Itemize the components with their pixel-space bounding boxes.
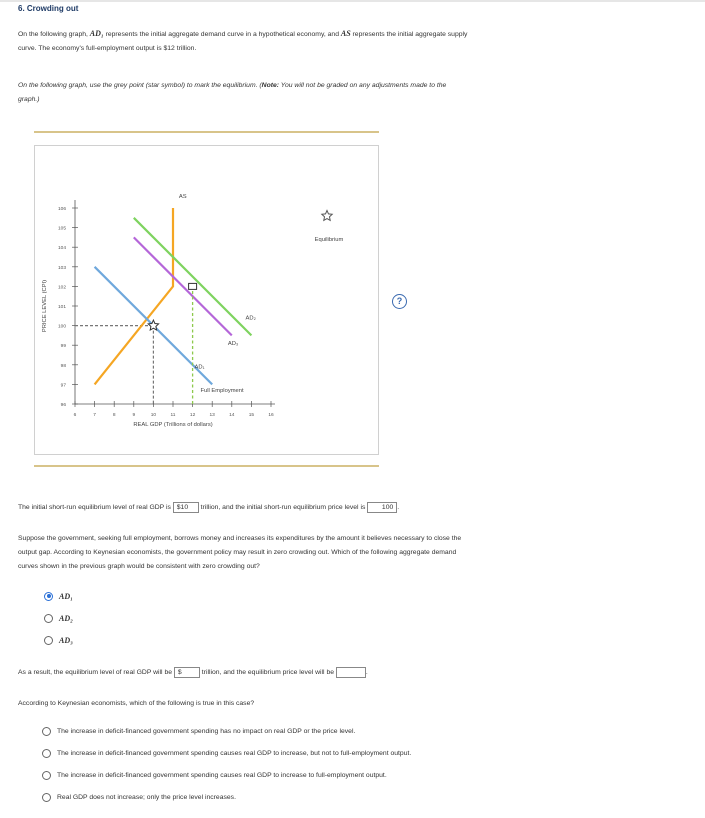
instruction-text2: You will not be graded on any adjustments made to the [279, 82, 447, 89]
q4-option-3-label: The increase in deficit-financed government spending causes real GDP to increase to full-employment output. [57, 771, 387, 779]
radio-q4-3[interactable] [42, 771, 51, 780]
intro-line2: curve. The economy's full-employment output is $12 trillion. [18, 45, 197, 52]
ad3-curve-label: AD₃ [227, 341, 239, 348]
y-tick-label: 99 [60, 344, 66, 350]
radio-ad1[interactable] [44, 592, 53, 601]
chart-ticks [58, 206, 274, 418]
x-tick-label: 7 [93, 413, 96, 418]
x-tick-label: 14 [229, 413, 235, 418]
radio-q4-4[interactable] [42, 793, 51, 802]
q3-text1: As a result, the equilibrium level of real GDP will be [18, 669, 173, 676]
intro-part1: On the following graph, [18, 31, 90, 38]
q1-end: . [397, 504, 400, 511]
y-tick-label: 105 [57, 226, 66, 232]
ad1-curve-label: AD₁ [194, 364, 205, 371]
x-tick-label: 16 [268, 413, 274, 418]
price-level-input[interactable]: 100 [367, 502, 397, 513]
q2-text [18, 532, 698, 574]
as-kink-marker[interactable] [189, 283, 197, 289]
q4-option-3[interactable] [42, 764, 411, 786]
chart-curves[interactable] [75, 208, 251, 404]
radio-q4-2[interactable] [42, 749, 51, 758]
ad-as-chart[interactable] [35, 146, 380, 456]
q4-option-1-label: The increase in deficit-financed government spending has no impact on real GDP or the price level. [57, 727, 356, 735]
gdp-input[interactable]: $10 [173, 502, 199, 513]
ad-options [44, 585, 73, 651]
y-tick-label: 100 [57, 324, 66, 330]
x-tick-label: 12 [189, 413, 196, 418]
q2-line2: output gap. According to Keynesian economists, the government policy may result in zero crowding out. Which of the following aggregate demand [18, 549, 457, 556]
keynesian-options [42, 720, 411, 808]
question-title: 6. Crowding out [18, 4, 79, 13]
q1-text1: The initial short-run equilibrium level of real GDP is [18, 504, 171, 511]
intro-as: AS [340, 29, 351, 38]
chart-axes [75, 200, 275, 404]
radio-ad3[interactable] [44, 636, 53, 645]
full-employment-label: Full Employment [200, 388, 244, 395]
new-price-level-input[interactable] [336, 667, 366, 678]
graph-panel[interactable] [34, 145, 403, 455]
x-tick-label: 6 [73, 413, 77, 418]
y-tick-label: 96 [60, 403, 66, 408]
q1-text2: trillion, and the initial short-run equilibrium price level is [200, 504, 366, 511]
as-curve-label: AS [178, 194, 187, 200]
instruction-line2: graph.) [18, 96, 40, 103]
option-ad3-label: AD₃ [59, 635, 73, 645]
q4-option-2[interactable] [42, 742, 411, 764]
gold-divider-bottom [34, 465, 379, 467]
x-tick-label: 13 [209, 413, 215, 418]
x-tick-label: 8 [112, 413, 116, 418]
x-tick-label: 9 [132, 413, 136, 418]
intro-text [18, 27, 618, 56]
gold-divider-top [34, 131, 379, 133]
y-tick-label: 103 [57, 265, 66, 271]
legend-equilibrium-star[interactable] [322, 211, 332, 221]
y-tick-label: 98 [60, 363, 66, 369]
radio-q4-1[interactable] [42, 727, 51, 736]
x-axis-title: REAL GDP (Trillions of dollars) [133, 422, 213, 428]
top-divider [0, 0, 705, 2]
as-curve[interactable] [95, 208, 173, 384]
q2-line1: Suppose the government, seeking full employment, borrows money and increases its expenditures by the amount it believes necessary to close the [18, 535, 462, 542]
help-icon[interactable]: ? [392, 294, 407, 309]
y-tick-label: 102 [57, 285, 66, 291]
new-gdp-input[interactable]: $ [174, 667, 200, 678]
option-ad1-label: AD₁ [59, 591, 73, 601]
intro-part3: represents the initial aggregate supply [350, 31, 468, 38]
x-tick-label: 11 [170, 413, 176, 418]
option-ad1[interactable] [44, 585, 73, 607]
q2-line3: curves shown in the previous graph would be consistent with zero crowding out? [18, 563, 260, 570]
y-tick-label: 104 [57, 246, 66, 252]
chart-labels [42, 194, 256, 428]
ad2-curve-label: AD₂ [245, 315, 256, 322]
instruction-note: Note: [261, 82, 280, 89]
option-ad2-label: AD₂ [59, 613, 73, 623]
graph-instruction [18, 79, 598, 107]
y-tick-label: 101 [57, 305, 66, 310]
intro-ad1: AD₁ [89, 29, 104, 38]
legend-equilibrium-label: Equilibrium [314, 237, 344, 243]
option-ad2[interactable] [44, 607, 73, 629]
q4-option-2-label: The increase in deficit-financed government spending causes real GDP to increase, but not to full-employment output. [57, 749, 412, 757]
ad2-curve[interactable] [134, 218, 252, 336]
option-ad3[interactable] [44, 629, 73, 651]
q4-option-4[interactable] [42, 786, 411, 808]
q3-text2: trillion, and the equilibrium price level will be [201, 669, 335, 676]
intro-part2: represents the initial aggregate demand curve in a hypothetical economy, and [103, 31, 341, 38]
q4-question: According to Keynesian economists, which of the following is true in this case? [18, 700, 255, 707]
y-axis-title: PRICE LEVEL (CPI) [42, 279, 48, 333]
q4-option-1[interactable] [42, 720, 411, 742]
instruction-text1: On the following graph, use the grey point (star symbol) to mark the equilibrium. ( [18, 82, 262, 89]
q1-text [18, 501, 698, 515]
q3-end: . [365, 669, 368, 676]
q4-option-4-label: Real GDP does not increase; only the price level increases. [57, 793, 236, 801]
chart-legend[interactable] [315, 211, 344, 244]
y-tick-label: 106 [57, 207, 66, 212]
radio-ad2[interactable] [44, 614, 53, 623]
x-tick-label: 15 [248, 413, 255, 418]
q3-text [18, 666, 698, 680]
x-tick-label: 10 [150, 413, 157, 418]
y-tick-label: 97 [60, 383, 66, 389]
